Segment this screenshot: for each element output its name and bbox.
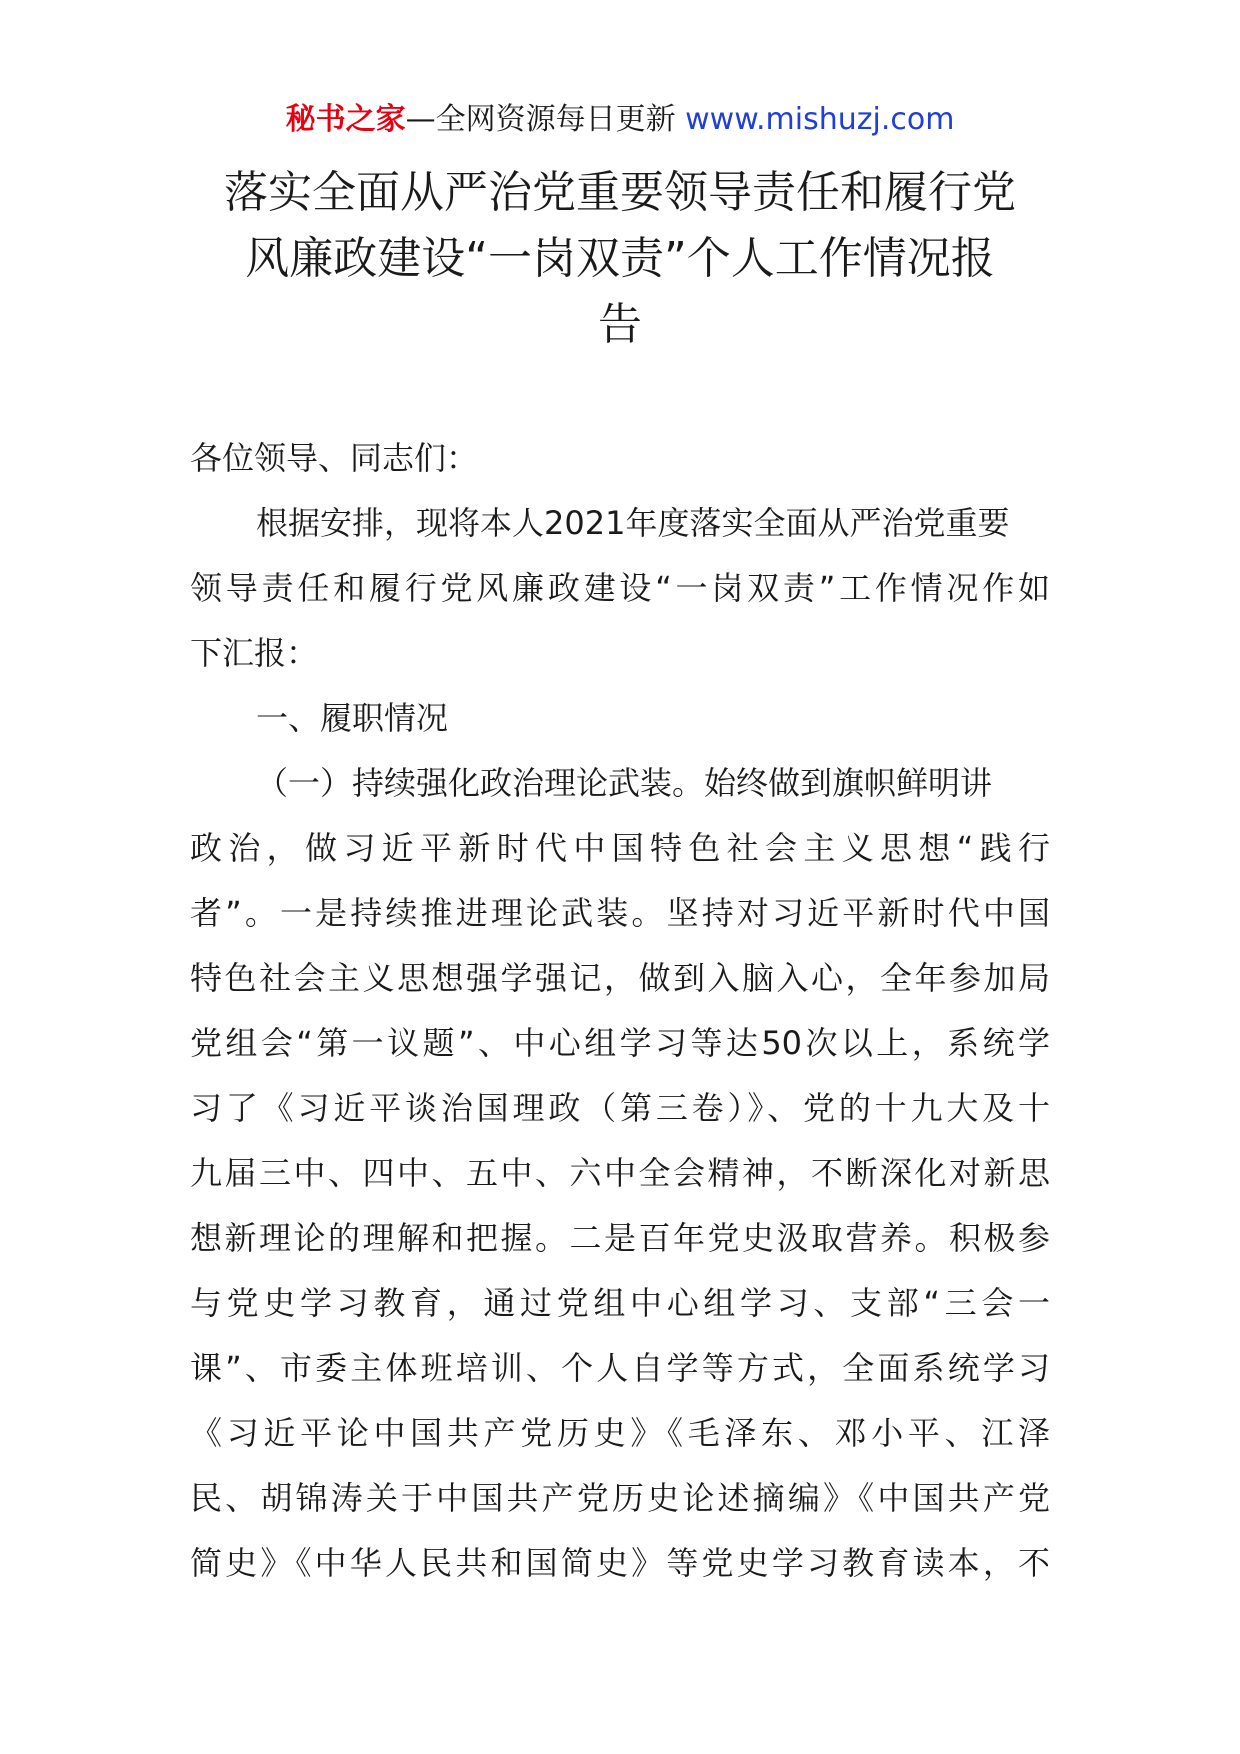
site-slogan: —全网资源每日更新 bbox=[405, 102, 676, 137]
salutation: 各位领导、同志们： bbox=[190, 439, 479, 477]
paragraph-line: 民、胡锦涛关于中国共产党历史论述摘编》《中国共产党 bbox=[190, 1479, 1050, 1517]
paragraph-line: 课”、市委主体班培训、个人自学等方式，全面系统学习 bbox=[190, 1349, 1050, 1387]
paragraph-line: 简史》《中华人民共和国简史》等党史学习教育读本，不 bbox=[190, 1544, 1050, 1582]
paragraph-line: 九届三中、四中、五中、六中全会精神，不断深化对新思 bbox=[190, 1154, 1050, 1192]
paragraph-line: 政治，做习近平新时代中国特色社会主义思想“践行 bbox=[190, 829, 1050, 867]
paragraph-line: 党组会“第一议题”、中心组学习等达50次以上，系统学 bbox=[190, 1024, 1050, 1062]
title-line: 告 bbox=[598, 299, 642, 350]
brand-name: 秘书之家 bbox=[285, 102, 406, 137]
paragraph-line: 想新理论的理解和把握。二是百年党史汲取营养。积极参 bbox=[190, 1219, 1050, 1257]
document-body bbox=[190, 426, 1050, 1596]
paragraph-line: 与党史学习教育，通过党组中心组学习、支部“三会一 bbox=[190, 1284, 1050, 1322]
paragraph-line: 下汇报： bbox=[190, 634, 319, 672]
paragraph-line: 者”。一是持续推进理论武装。坚持对习近平新时代中国 bbox=[190, 894, 1050, 932]
paragraph-line: 领导责任和履行党风廉政建设“一岗双责”工作情况作如 bbox=[190, 569, 1050, 607]
title-line: 落实全面从严治党重要领导责任和履行党 bbox=[224, 167, 1016, 218]
section-heading: 一、履职情况 bbox=[256, 699, 449, 737]
paragraph-line: 习了《习近平谈治国理政（第三卷）》、党的十九大及十 bbox=[190, 1089, 1050, 1127]
paragraph-line: 特色社会主义思想强学强记，做到入脑入心，全年参加局 bbox=[190, 959, 1050, 997]
paragraph-line: 《习近平论中国共产党历史》《毛泽东、邓小平、江泽 bbox=[190, 1414, 1050, 1452]
document-title bbox=[190, 160, 1050, 358]
site-header bbox=[0, 100, 1240, 140]
title-line: 风廉政建设“一岗双责”个人工作情况报 bbox=[245, 233, 995, 284]
paragraph-line: 根据安排，现将本人2021年度落实全面从严治党重要 bbox=[256, 504, 1010, 542]
paragraph-line: （一）持续强化政治理论武装。始终做到旗帜鲜明讲 bbox=[256, 764, 993, 802]
site-url-link[interactable]: www.mishuzj.com bbox=[685, 102, 955, 137]
